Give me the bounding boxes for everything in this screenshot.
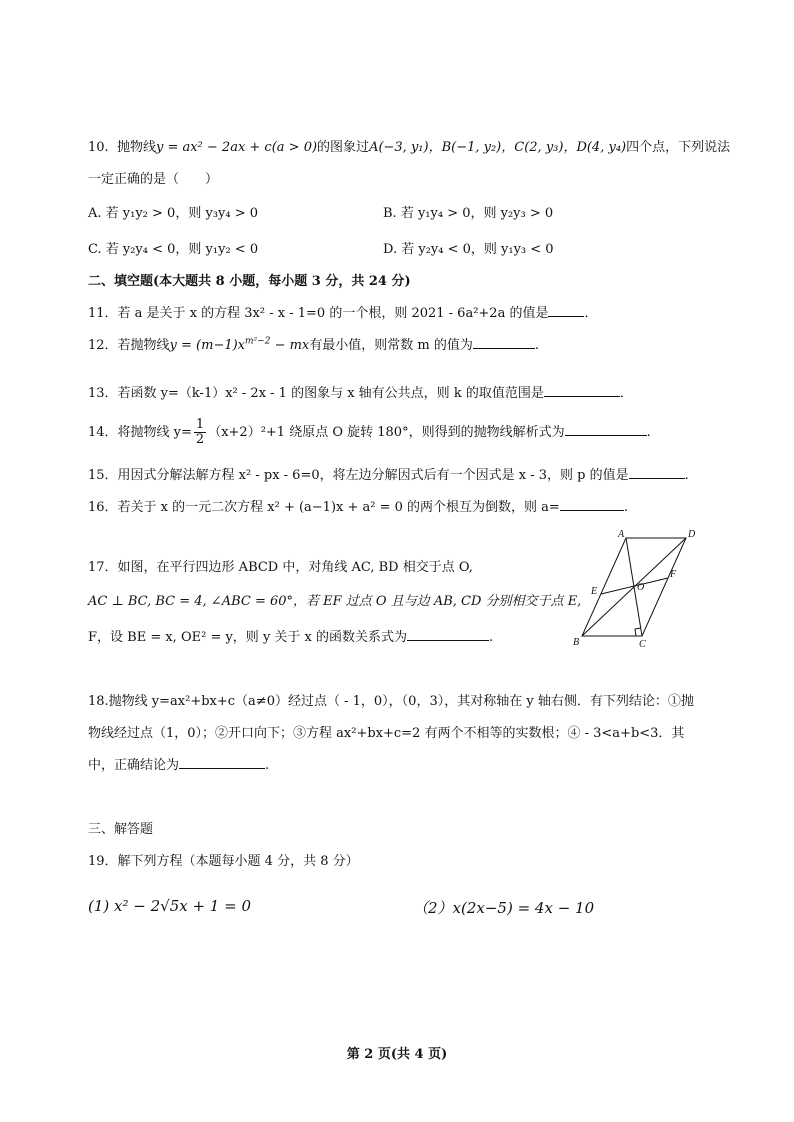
q17-line2: AC ⊥ BC, BC = 4, ∠ABC = 60°，若 EF 过点 O 且与边 AB, CD 分别相交于点 E, bbox=[88, 594, 582, 609]
q16-answer-blank bbox=[560, 498, 624, 511]
section2-heading: 二、填空题(本大题共 8 小题，每小题 3 分，共 24 分) bbox=[88, 274, 411, 289]
q17-line1: 17．如图，在平行四边形 ABCD 中，对角线 AC, BD 相交于点 O, bbox=[88, 560, 473, 575]
label-e: E bbox=[591, 586, 598, 597]
q10-option-a: A. 若 y₁y₂ > 0，则 y₃y₄ > 0 bbox=[88, 206, 258, 221]
q18-line2: 物线经过点（1，0）；②开口向下；③方程 ax²+bx+c=2 有两个不相等的实数根；④ - 3<a+b<3．其 bbox=[88, 726, 685, 741]
section3-heading: 三、解答题 bbox=[88, 822, 154, 837]
q10-option-b: B. 若 y₁y₄ > 0，则 y₂y₃ > 0 bbox=[383, 206, 554, 221]
q15: 15．用因式分解法解方程 x² - px - 6=0，将左边分解因式后有一个因式是 x - 3，则 p 的值是 . bbox=[88, 468, 689, 483]
q14: 14．将抛物线 y= $\frac{1}{2}$ （x+2）²+1 绕原点 O 旋转 180°，则得到的抛物线解析式为 . bbox=[88, 417, 651, 447]
q12: 12．若抛物线$y = (m-1)x^{m^2-2}$ − mx有最小值，则常数 m 的值为 . bbox=[88, 336, 539, 353]
label-c: C bbox=[639, 639, 646, 648]
q10-stem-line2: 一定正确的是（ ） bbox=[88, 172, 219, 187]
q18-answer-blank bbox=[179, 756, 265, 769]
q19-part1: (1) x² − 2√5x + 1 = 0 bbox=[88, 897, 251, 915]
q19-part2: （2）x(2x−5) = 4x − 10 bbox=[413, 899, 595, 917]
q10-option-d: D. 若 y₂y₄ < 0，则 y₁y₃ < 0 bbox=[383, 242, 554, 257]
label-o: O bbox=[637, 582, 645, 593]
q10-option-c: C. 若 y₂y₄ < 0，则 y₁y₂ < 0 bbox=[88, 242, 259, 257]
page-footer: 第 2 页(共 4 页) bbox=[346, 1047, 448, 1062]
q17-line3: F，设 BE = x, OE² = y，则 y 关于 x 的函数关系式为 . bbox=[88, 630, 494, 645]
q10-stem: 10. 抛物线y = ax² − 2ax + c(a > 0)的图象过A(−3, y₁)，B(−1, y₂)，C(2, y₃)，D(4, y₄)四个点，下列说法 bbox=[88, 140, 731, 155]
label-d: D bbox=[688, 529, 696, 540]
q18-line1: 18.抛物线 y=ax²+bx+c（a≠0）经过点（ - 1，0），（0，3），其对称轴在 y 轴右侧．有下列结论：①抛 bbox=[88, 694, 694, 709]
q11: 11．若 a 是关于 x 的方程 3x² - x - 1=0 的一个根，则 2021 - 6a²+2a 的值是 ． bbox=[88, 306, 598, 321]
q18-line3: 中，正确结论为 . bbox=[88, 758, 270, 773]
q14-answer-blank bbox=[565, 423, 647, 436]
label-b: B bbox=[573, 637, 580, 648]
parallelogram-figure bbox=[570, 528, 720, 648]
q16: 16．若关于 x 的一元二次方程 x² + (a−1)x + a² = 0 的两个根互为倒数，则 a= . bbox=[88, 500, 628, 515]
right-angle-mark bbox=[635, 628, 641, 636]
q15-answer-blank bbox=[629, 466, 685, 479]
q11-answer-blank bbox=[548, 304, 584, 317]
label-f: F bbox=[670, 569, 677, 580]
q13-answer-blank bbox=[544, 384, 620, 397]
q17-answer-blank bbox=[407, 628, 489, 641]
diagonal-bd bbox=[582, 538, 686, 636]
q19: 19．解下列方程（本题每小题 4 分，共 8 分） bbox=[88, 854, 359, 869]
label-a: A bbox=[618, 529, 625, 540]
q12-answer-blank bbox=[473, 336, 535, 349]
q14-fraction: $\frac{1}{2}$ bbox=[195, 417, 205, 447]
q13: 13．若函数 y=（k-1）x² - 2x - 1 的图象与 x 轴有公共点，则 k 的取值范围是 ． bbox=[88, 386, 633, 401]
